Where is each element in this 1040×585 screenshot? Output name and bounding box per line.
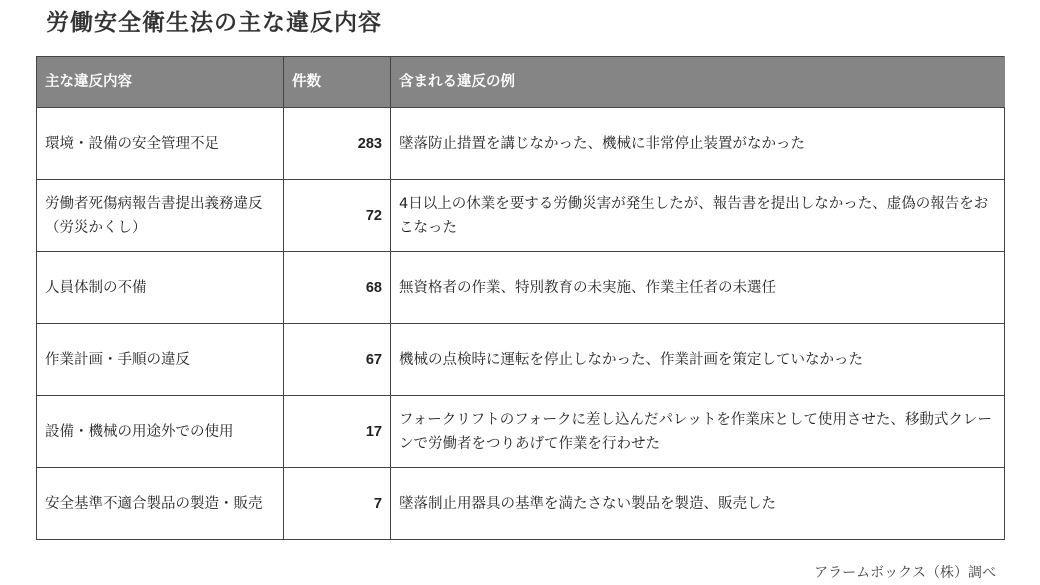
table-header-row [37, 57, 1005, 108]
table-row [37, 396, 1005, 468]
table-row [37, 324, 1005, 396]
page-title: 労働安全衛生法の主な違反内容 [46, 10, 382, 36]
column-header-count: 件数 [284, 57, 391, 108]
table-row [37, 180, 1005, 252]
count-cell: 68 [284, 252, 391, 324]
violations-table [36, 56, 1005, 540]
example-cell: 無資格者の作業、特別教育の未実施、作業主任者の未選任 [391, 252, 1005, 324]
violation-cell: 安全基準不適合製品の製造・販売 [37, 468, 284, 540]
example-cell: 墜落制止用器具の基準を満たさない製品を製造、販売した [391, 468, 1005, 540]
column-header-violation: 主な違反内容 [37, 57, 284, 108]
violation-cell: 作業計画・手順の違反 [37, 324, 284, 396]
count-cell: 72 [284, 180, 391, 252]
table-row [37, 108, 1005, 180]
column-header-examples: 含まれる違反の例 [391, 57, 1005, 108]
table-row [37, 252, 1005, 324]
example-cell: フォークリフトのフォークに差し込んだパレットを作業床として使用させた、移動式クレーンで労働者をつりあげて作業を行わせた [391, 396, 1005, 468]
count-cell: 7 [284, 468, 391, 540]
violation-cell: 環境・設備の安全管理不足 [37, 108, 284, 180]
count-cell: 17 [284, 396, 391, 468]
example-cell: 4日以上の休業を要する労働災害が発生したが、報告書を提出しなかった、虚偽の報告をおこなった [391, 180, 1005, 252]
table-row [37, 468, 1005, 540]
source-note: アラームボックス（株）調べ [814, 565, 996, 581]
violation-cell: 労働者死傷病報告書提出義務違反（労災かくし） [37, 180, 284, 252]
violation-cell: 人員体制の不備 [37, 252, 284, 324]
count-cell: 283 [284, 108, 391, 180]
violation-cell: 設備・機械の用途外での使用 [37, 396, 284, 468]
example-cell: 墜落防止措置を講じなかった、機械に非常停止装置がなかった [391, 108, 1005, 180]
example-cell: 機械の点検時に運転を停止しなかった、作業計画を策定していなかった [391, 324, 1005, 396]
count-cell: 67 [284, 324, 391, 396]
